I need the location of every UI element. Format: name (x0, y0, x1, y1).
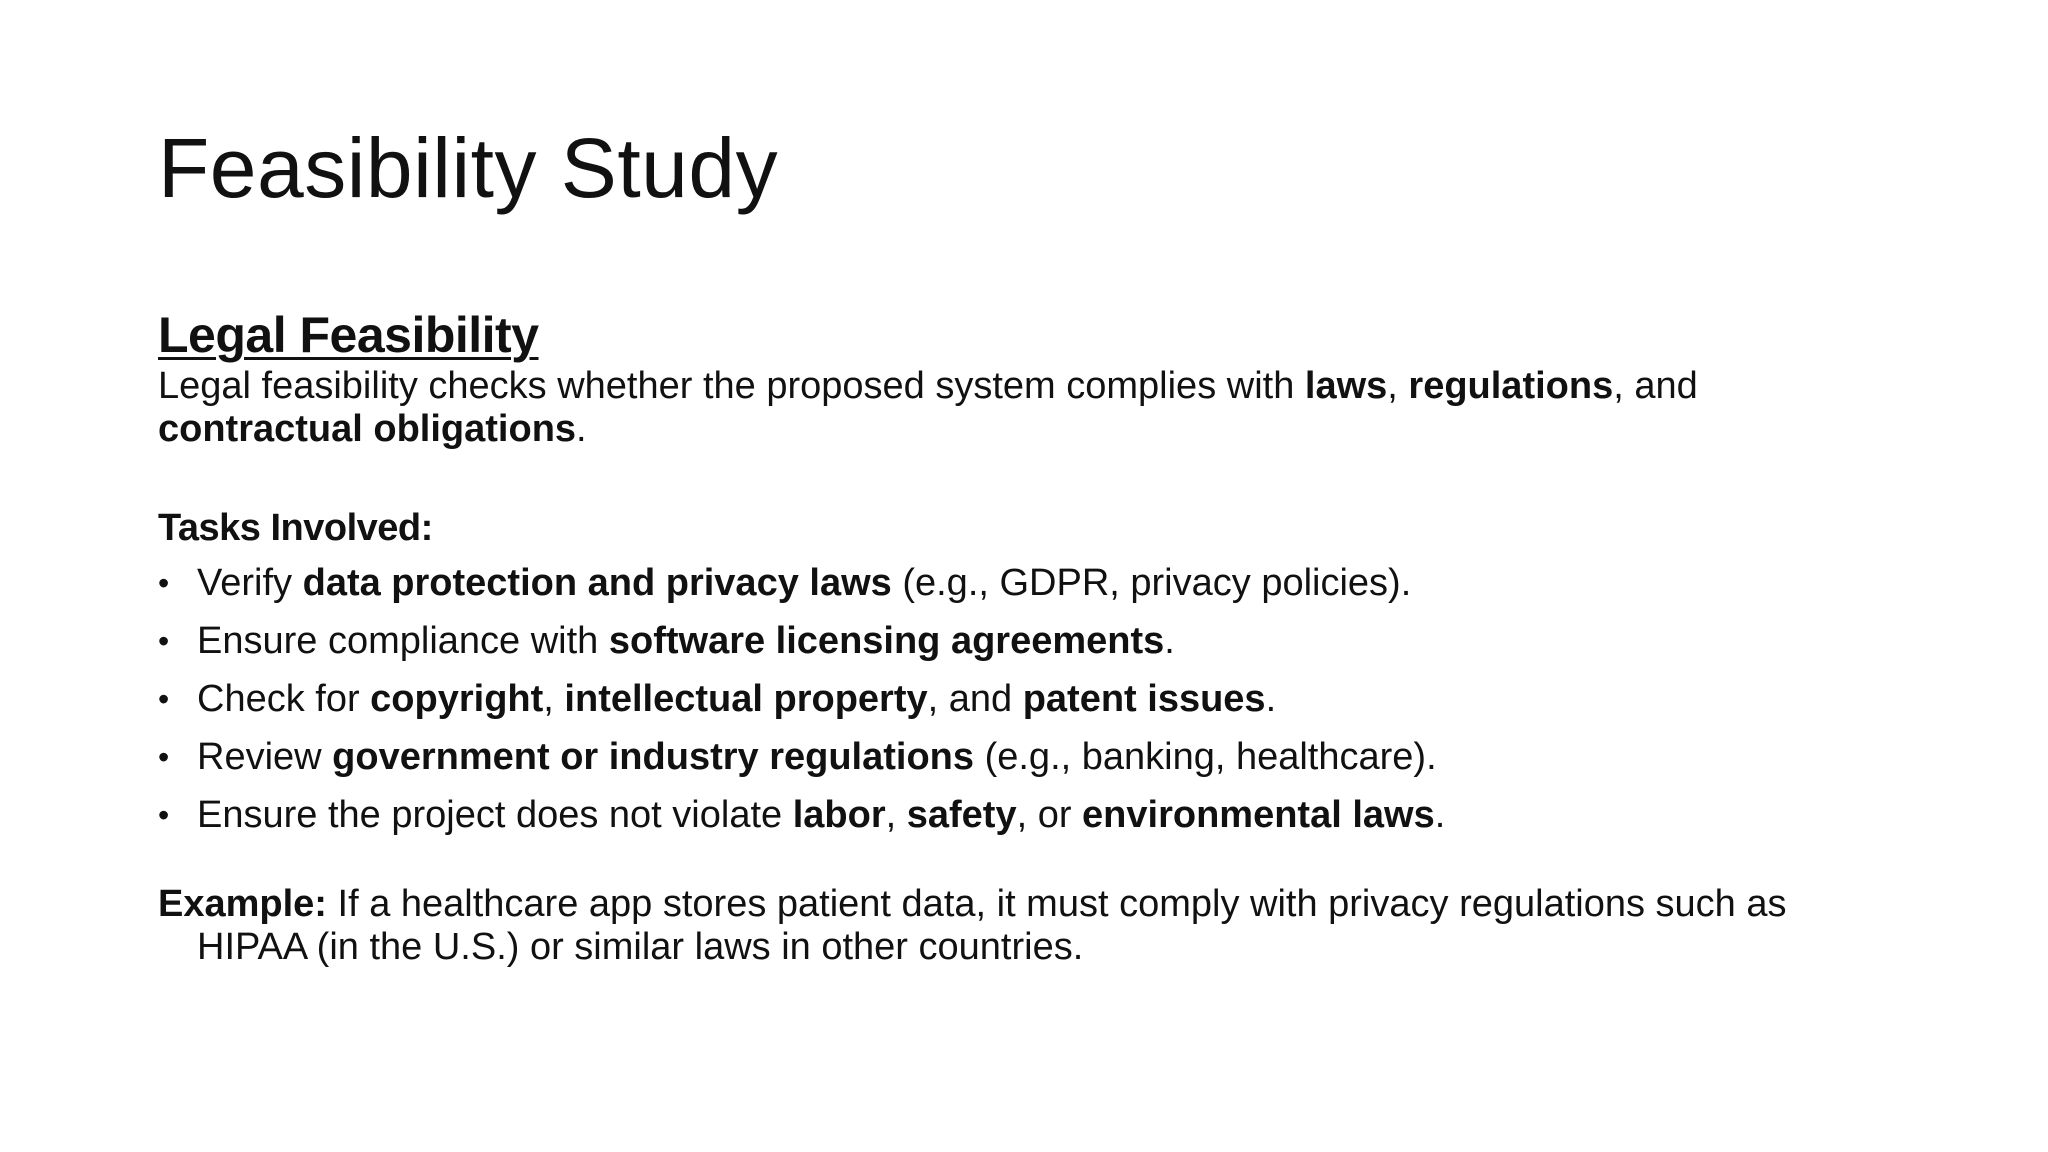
task-bold: software licensing agreements (608, 620, 1165, 662)
task-bold: intellectual property (564, 678, 928, 720)
task-bold: safety (906, 794, 1017, 836)
bullet-icon: • (158, 681, 170, 717)
task-text: . (1265, 678, 1277, 720)
task-text: Review (197, 736, 333, 778)
task-text: (e.g., GDPR, privacy policies). (891, 562, 1412, 604)
task-text: . (1434, 794, 1446, 836)
task-bold: labor (792, 794, 886, 836)
task-item (158, 736, 1878, 779)
task-text: Check for (197, 678, 371, 720)
intro-text-4: . (576, 408, 587, 450)
slide-content (158, 305, 1878, 969)
task-bold: data protection and privacy laws (302, 562, 892, 604)
task-text: , or (1016, 794, 1083, 836)
task-text: , (885, 794, 907, 836)
task-text: , (543, 678, 565, 720)
intro-text-2: , (1387, 365, 1409, 407)
task-text: (e.g., banking, healthcare). (974, 736, 1437, 778)
task-text: . (1164, 620, 1175, 662)
task-bold: environmental laws (1082, 794, 1435, 836)
bullet-icon: • (158, 565, 170, 601)
intro-paragraph (158, 365, 1878, 451)
bullet-icon: • (158, 739, 170, 775)
task-item (158, 620, 1878, 663)
example-label: Example: (158, 883, 327, 925)
bullet-icon: • (158, 623, 170, 659)
tasks-heading: Tasks Involved: (158, 507, 433, 549)
task-text: Verify (197, 562, 303, 604)
task-text: , and (927, 678, 1023, 720)
task-bold: copyright (370, 678, 544, 720)
bullet-icon: • (158, 797, 170, 833)
task-text: Ensure the project does not violate (197, 794, 793, 836)
intro-bold-regulations: regulations (1408, 365, 1614, 407)
task-item (158, 678, 1878, 721)
intro-bold-contractual-obligations: contractual obligations (158, 408, 577, 450)
section-heading: Legal Feasibility (158, 307, 539, 363)
example-paragraph (158, 883, 1878, 969)
slide-title: Feasibility Study (158, 121, 779, 215)
task-text: Ensure compliance with (197, 620, 609, 662)
task-bold: patent issues (1022, 678, 1266, 720)
intro-text-3: , and (1613, 365, 1698, 407)
intro-bold-laws: laws (1304, 365, 1388, 407)
task-bold: government or industry regulations (332, 736, 975, 778)
tasks-list (158, 562, 1878, 837)
task-item (158, 794, 1878, 837)
task-item (158, 562, 1878, 605)
intro-text-1: Legal feasibility checks whether the proposed system complies with (158, 365, 1305, 407)
example-text: If a healthcare app stores patient data, it must comply with privacy regulations such as HIPAA (in the U.S.) or similar laws in other countries. (197, 883, 1787, 968)
